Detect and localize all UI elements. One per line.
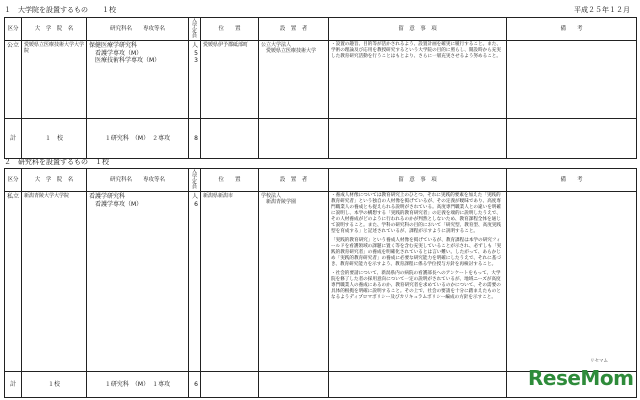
col-category: 区分	[5, 169, 22, 192]
col-location: 位 置	[201, 169, 259, 192]
school-cell: 新潟青陵大学大学院	[22, 192, 87, 372]
total-schools: １ 校	[22, 119, 87, 159]
departments-cell: 看護学研究科 看護学専攻（M）	[87, 192, 189, 372]
logo-caption: リセマム	[590, 359, 608, 364]
capacity-value: 3	[194, 57, 198, 64]
col-founder: 設 置 者	[259, 18, 329, 41]
col-notes: 留 意 事 項	[329, 18, 507, 41]
section2-header-row	[5, 169, 637, 192]
col-location: 位 置	[201, 18, 259, 41]
total-capacity: 6	[189, 372, 201, 398]
col-remarks: 備 考	[507, 169, 637, 192]
col-founder: 設 置 者	[259, 169, 329, 192]
capacity-value: 5	[194, 49, 198, 57]
section1-title: １ 大学院を設置するもの １校	[4, 6, 116, 14]
location-cell: 新潟県新潟市	[201, 192, 259, 372]
note-paragraph: ・設置の趣旨、目的等が活かされるよう、設置計画を確実に履行すること。また、学術の理論及び応用を教授研究するという大学院の目的に照らし、開設時から充実した教育研究活動を行うことはもとより、さらに一層充実させるよう努めること。	[331, 42, 501, 59]
note-paragraph: ・養成人材像については教育研究上のひとつ、それに実践的要素を加えた「実践的教育研究者」という独自の人材像を掲げているが、その定義が曖昧であり、高度専門職業人の養成とも捉えられる説明がされている。高度専門職業人との違いを明確に説明し、本学の構想する「実践的教育研究者」の定義を端的に説明したうえで、その人材養成がどのように行われるのかが判然としないため、教育課程全体を通じて説明すること。また、学科の研究科の目的において「研究型、教育型、高度実践型を育成する」と記述されているが、課程が示すように説明すること。	[331, 193, 501, 234]
col-remarks: 備 考	[507, 18, 637, 41]
notes-cell	[329, 192, 507, 372]
remarks-cell	[507, 41, 637, 119]
capacity-cell	[189, 192, 201, 372]
section2-table	[4, 168, 637, 398]
notes-cell	[329, 41, 507, 119]
section1-header-row	[5, 18, 637, 41]
note-paragraph: ・社会的要請について、新潟県内の病院の看護部長へのアンケートをもって、大学院を修了した者の採用意向について一定の説明がされているが、地域ニーズが高度専門職業人の養成にあるのか、教育研究者を求めているのかについて、その需要の具体的根拠を明確に説明すること。その上で、社会の要請を十分に踏まえたものとなるようディプロマポリシー及びカリキュラムポリシー編成の方針を示すこと。	[331, 270, 501, 300]
capacity-cell	[189, 41, 201, 119]
total-summary: １研究科 （M） １専攻	[87, 372, 189, 398]
founder-cell: 公立大学法人 愛媛県立医療技術大学	[259, 41, 329, 119]
col-departments: 研究科名 専攻等名	[87, 169, 189, 192]
col-category: 区分	[5, 18, 22, 41]
section1-total-row	[5, 119, 637, 159]
col-capacity: 入学定員	[189, 169, 201, 192]
total-label: 計	[5, 372, 22, 398]
section2-title: ２ 研究科を設置するもの １校	[4, 158, 109, 166]
total-label: 計	[5, 119, 22, 159]
category-cell: 公立	[5, 41, 22, 119]
col-capacity: 入学定員	[189, 18, 201, 41]
total-summary: １研究科 （M） ２専攻	[87, 119, 189, 159]
total-capacity: 8	[189, 119, 201, 159]
section1-data-row	[5, 41, 637, 119]
capacity-unit: 人	[191, 42, 198, 49]
capacity-value: 6	[194, 200, 198, 208]
section2-data-row	[5, 192, 637, 372]
location-cell: 愛媛県伊予郡砥部町	[201, 41, 259, 119]
resemom-logo: ReseMom	[528, 366, 634, 390]
document-date: 平成２５年１２月	[574, 6, 630, 14]
col-departments: 研究科名 専攻等名	[87, 18, 189, 41]
note-paragraph: 「実践的教育研究」という養成人材像を掲げているが、教育課程は本学の研究フィールドを看護領域の課題に置く等を含む充実していることが示され、必ずしも「実践的教育研究者」の養成を明確化されているとは言い難い。したがって、あらかじめ「実践的教育研究者」の養成に必要な研究能力を明確にしたうえで、それに基づき、教育研究能力を示すよう、教育課程に係る学位授与方針を再検討すること。	[331, 237, 502, 267]
remarks-cell	[507, 192, 637, 372]
capacity-unit: 人	[191, 193, 198, 200]
col-notes: 留 意 事 項	[329, 169, 507, 192]
school-cell: 愛媛県立医療技術大学大学院	[22, 41, 87, 119]
section1-table	[4, 17, 637, 159]
col-school: 大 学 院 名	[22, 18, 87, 41]
category-cell: 私立	[5, 192, 22, 372]
founder-cell: 学校法人 新潟青陵学園	[259, 192, 329, 372]
total-schools: １校	[22, 372, 87, 398]
col-school: 大 学 院 名	[22, 169, 87, 192]
departments-cell: 保健医療学研究科 看護学専攻（M） 医療技術科学専攻（M）	[87, 41, 189, 119]
